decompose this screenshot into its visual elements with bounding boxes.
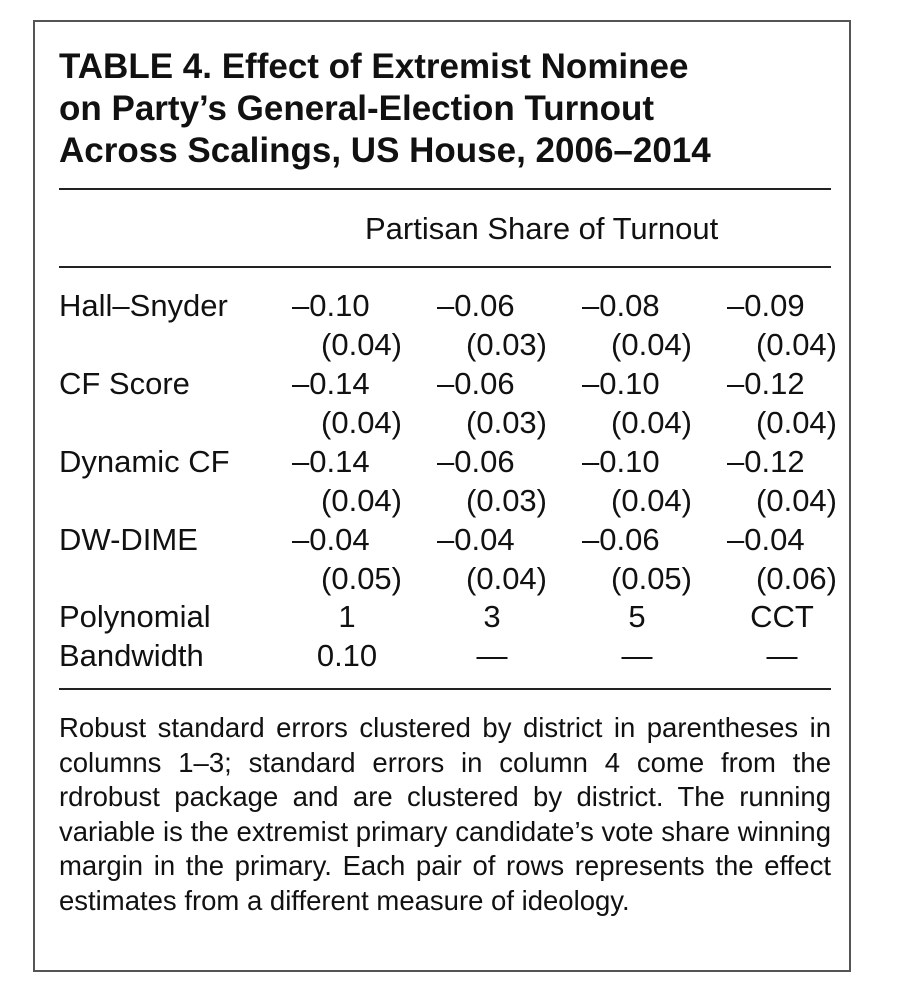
top-rule xyxy=(59,188,831,190)
table-note: Robust standard errors clustered by district in parentheses in columns 1–3; standard errors in column 4 come from the rdrobust package and are clustered by district. The running variable is the extremist primary candidate’s vote share winning margin in the primary. Each pair of rows represents the effect estimates from a different measure of ideology. xyxy=(59,712,831,916)
title-line-3: Across Scalings, US House, 2006–2014 xyxy=(59,131,711,170)
std-error-cell: (0.05) xyxy=(321,561,402,596)
title-line-2: on Party’s General-Election Turnout xyxy=(59,89,655,128)
spec-cell: — xyxy=(621,638,653,673)
estimate-cell: –0.04 xyxy=(292,522,370,557)
spec-cell: CCT xyxy=(750,599,814,634)
table-row-cf-score-estimates xyxy=(59,364,831,403)
estimate-cell: –0.12 xyxy=(727,366,805,401)
table-title xyxy=(59,46,799,172)
row-label: Polynomial xyxy=(59,599,211,634)
table-frame xyxy=(33,20,851,972)
table-row-dynamic-cf-std-errors xyxy=(59,481,837,520)
table-row-dw-dime-std-errors xyxy=(59,559,837,598)
std-error-cell: (0.05) xyxy=(611,561,692,596)
table-row-hall-snyder-std-errors xyxy=(59,325,837,364)
std-error-cell: (0.04) xyxy=(466,561,547,596)
std-error-cell: (0.04) xyxy=(756,483,837,518)
bottom-rule xyxy=(59,688,831,690)
std-error-cell: (0.04) xyxy=(611,405,692,440)
column-header: Partisan Share of Turnout xyxy=(365,211,719,246)
estimate-cell: –0.04 xyxy=(437,522,515,557)
std-error-cell: (0.03) xyxy=(466,483,547,518)
row-label: Bandwidth xyxy=(59,638,204,673)
estimate-cell: –0.12 xyxy=(727,444,805,479)
estimate-cell: –0.06 xyxy=(437,366,515,401)
std-error-cell: (0.04) xyxy=(756,327,837,362)
std-error-cell: (0.03) xyxy=(466,327,547,362)
table-row-cf-score-std-errors xyxy=(59,403,837,442)
estimate-cell: –0.06 xyxy=(437,288,515,323)
std-error-cell: (0.03) xyxy=(466,405,547,440)
row-label: CF Score xyxy=(59,366,190,401)
header-rule xyxy=(59,266,831,268)
table-row-hall-snyder-estimates xyxy=(59,286,831,325)
std-error-cell: (0.04) xyxy=(321,405,402,440)
table-row-dynamic-cf-estimates xyxy=(59,442,831,481)
std-error-cell: (0.04) xyxy=(611,327,692,362)
table-row-dw-dime-estimates xyxy=(59,520,831,559)
estimate-cell: –0.06 xyxy=(582,522,660,557)
table-row-bandwidth xyxy=(59,636,831,675)
std-error-cell: (0.04) xyxy=(611,483,692,518)
row-label: DW-DIME xyxy=(59,522,198,557)
estimate-cell: –0.08 xyxy=(582,288,660,323)
table-row-polynomial xyxy=(59,597,831,636)
title-line-1: TABLE 4. Effect of Extremist Nominee xyxy=(59,47,689,86)
estimate-cell: –0.04 xyxy=(727,522,805,557)
spec-cell: 3 xyxy=(483,599,501,634)
std-error-cell: (0.04) xyxy=(756,405,837,440)
std-error-cell: (0.04) xyxy=(321,483,402,518)
estimate-cell: –0.06 xyxy=(437,444,515,479)
spec-cell: — xyxy=(766,638,798,673)
estimate-cell: –0.09 xyxy=(727,288,805,323)
estimate-cell: –0.14 xyxy=(292,444,370,479)
row-label: Hall–Snyder xyxy=(59,288,228,323)
estimate-cell: –0.10 xyxy=(292,288,370,323)
spec-cell: 5 xyxy=(628,599,646,634)
std-error-cell: (0.06) xyxy=(756,561,837,596)
spec-cell: — xyxy=(476,638,508,673)
std-error-cell: (0.04) xyxy=(321,327,402,362)
spec-cell: 1 xyxy=(338,599,356,634)
row-label: Dynamic CF xyxy=(59,444,230,479)
estimate-cell: –0.10 xyxy=(582,444,660,479)
estimate-cell: –0.10 xyxy=(582,366,660,401)
estimate-cell: –0.14 xyxy=(292,366,370,401)
spec-cell: 0.10 xyxy=(316,638,378,673)
